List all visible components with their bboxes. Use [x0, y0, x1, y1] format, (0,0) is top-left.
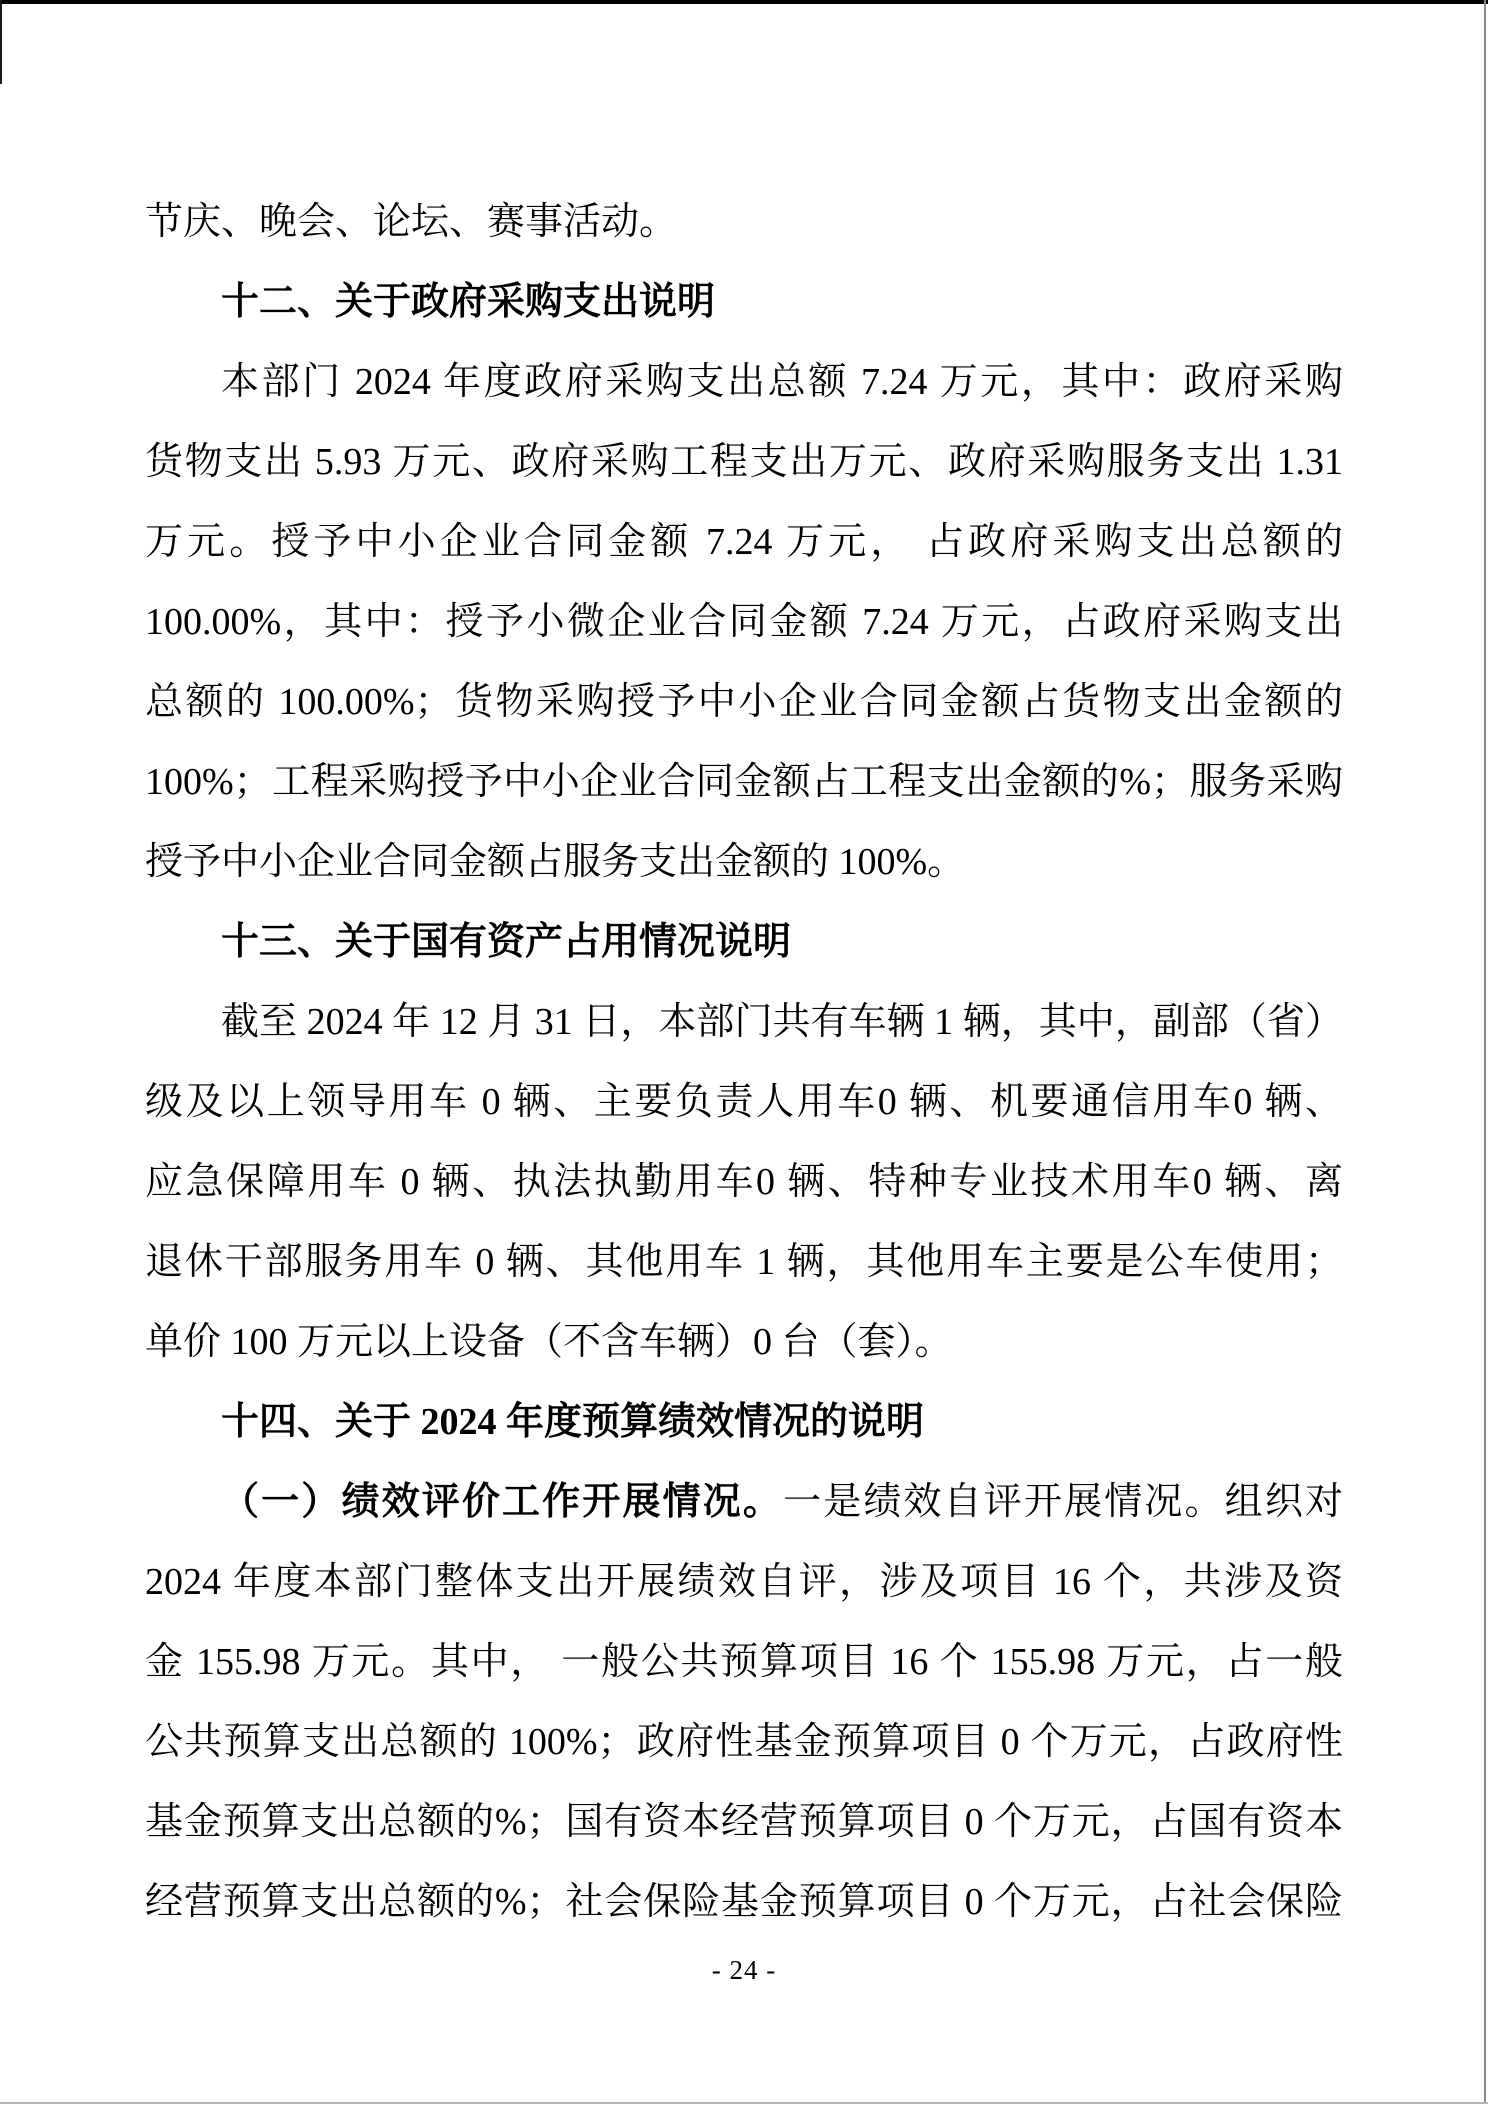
paragraph-line: [145, 1062, 1343, 1142]
paragraph-line: [145, 182, 1343, 262]
paragraph-text: 单价 100 万元以上设备（不含车辆）0 台（套）。: [145, 1321, 953, 1363]
paragraph-line: [145, 502, 1343, 582]
page-number: - 24 -: [711, 1955, 777, 1985]
paragraph-line: [145, 342, 1343, 422]
paragraph-text: 货物支出 5.93 万元、政府采购工程支出万元、政府采购服务支出 1.31: [145, 441, 1343, 483]
paragraph-text: 十三、关于国有资产占用情况说明: [221, 921, 792, 963]
paragraph-line: [145, 1862, 1343, 1942]
paragraph-text: 2024 年度本部门整体支出开展绩效自评，涉及项目 16 个，共涉及资: [145, 1561, 1343, 1603]
paragraph-line: [145, 1622, 1343, 1702]
page-left-edge-line: [0, 0, 2, 84]
paragraph-text: 经营预算支出总额的%；社会保险基金预算项目 0 个万元，占社会保险: [145, 1881, 1343, 1923]
section-heading: [145, 902, 1343, 982]
paragraph-line: [145, 1542, 1343, 1622]
page-top-border: [0, 0, 1488, 4]
section-heading: [145, 1382, 1343, 1462]
paragraph-text: 金 155.98 万元。其中， 一般公共预算项目 16 个 155.98 万元，占一般: [145, 1641, 1343, 1683]
paragraph-text: 截至 2024 年 12 月 31 日，本部门共有车辆 1 辆，其中，副部（省）: [221, 1001, 1343, 1043]
paragraph-text: 退休干部服务用车 0 辆、其他用车 1 辆，其他用车主要是公车使用；: [145, 1241, 1343, 1283]
paragraph-line: [145, 1302, 1343, 1382]
paragraph-text: 基金预算支出总额的%；国有资本经营预算项目 0 个万元，占国有资本: [145, 1801, 1343, 1843]
paragraph-text: 公共预算支出总额的 100%；政府性基金预算项目 0 个万元，占政府性: [145, 1721, 1343, 1763]
paragraph-text: 万元。授予中小企业合同金额 7.24 万元， 占政府采购支出总额的: [145, 521, 1343, 563]
paragraph-line: [145, 1142, 1343, 1222]
paragraph-text: 级及以上领导用车 0 辆、主要负责人用车0 辆、机要通信用车0 辆、: [145, 1081, 1343, 1123]
paragraph-line: [145, 422, 1343, 502]
paragraph-line: [145, 1462, 1343, 1542]
paragraph-text: 本部门 2024 年度政府采购支出总额 7.24 万元，其中：政府采购: [221, 361, 1343, 403]
paragraph-bold-lead: （一）绩效评价工作开展情况。: [221, 1481, 784, 1523]
paragraph-text: 一是绩效自评开展情况。组织对: [783, 1481, 1343, 1523]
paragraph-text: 节庆、晚会、论坛、赛事活动。: [145, 201, 678, 243]
paragraph-text: 100%；工程采购授予中小企业合同金额占工程支出金额的%；服务采购: [145, 761, 1343, 803]
paragraph-line: [145, 1782, 1343, 1862]
paragraph-text: 总额的 100.00%；货物采购授予中小企业合同金额占货物支出金额的: [145, 681, 1343, 723]
paragraph-line: [145, 1702, 1343, 1782]
paragraph-text: 授予中小企业合同金额占服务支出金额的 100%。: [145, 841, 966, 883]
paragraph-text: 十四、关于 2024 年度预算绩效情况的说明: [221, 1401, 925, 1443]
paragraph-line: [145, 822, 1343, 902]
document-body: [145, 182, 1343, 1942]
paragraph-text: 应急保障用车 0 辆、执法执勤用车0 辆、特种专业技术用车0 辆、离: [145, 1161, 1343, 1203]
paragraph-line: [145, 662, 1343, 742]
paragraph-text: 十二、关于政府采购支出说明: [221, 281, 716, 323]
page-right-edge-line: [1484, 0, 1486, 2104]
section-heading: [145, 262, 1343, 342]
paragraph-line: [145, 1222, 1343, 1302]
paragraph-line: [145, 582, 1343, 662]
paragraph-line: [145, 982, 1343, 1062]
paragraph-line: [145, 742, 1343, 822]
paragraph-text: 100.00%，其中：授予小微企业合同金额 7.24 万元，占政府采购支出: [145, 601, 1343, 643]
